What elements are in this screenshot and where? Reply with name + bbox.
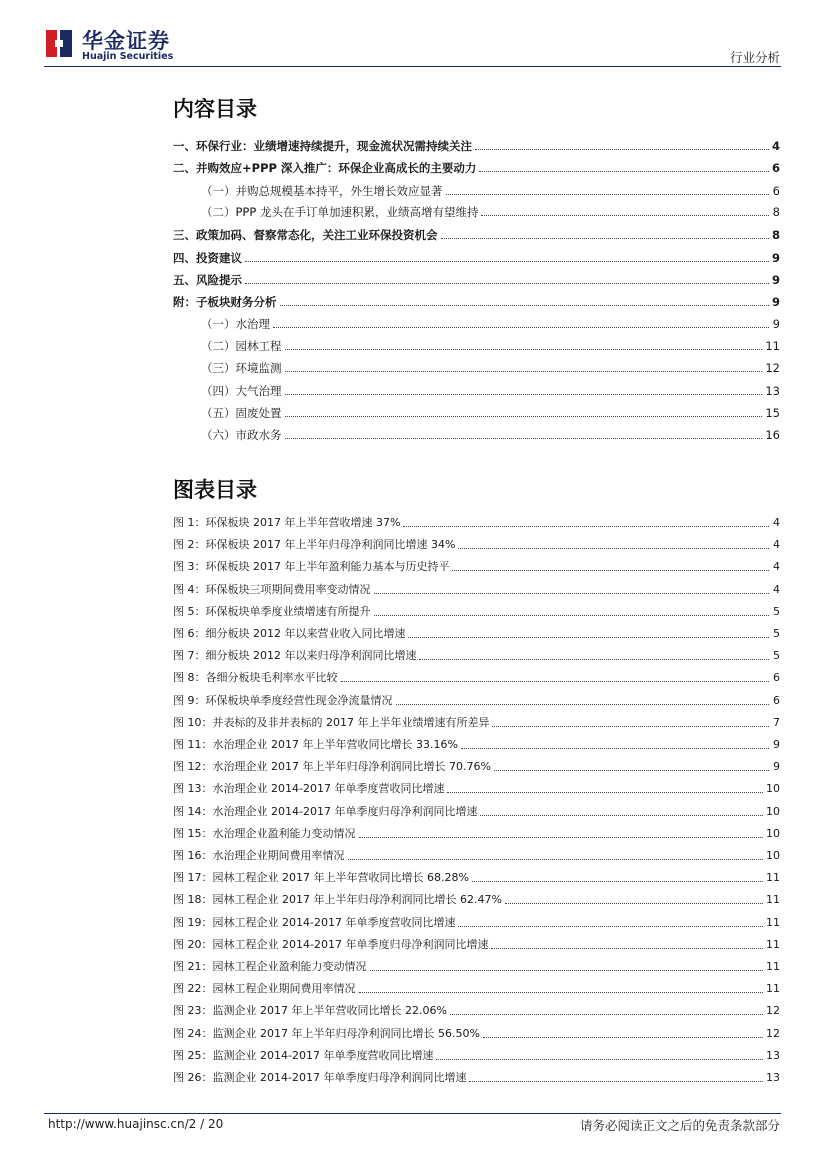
footer-disclaimer: 请务必阅读正文之后的免责条款部分 [579, 1118, 780, 1133]
figure-entry-label: 图 9：环保板块单季度经营性现金净流量情况 [173, 694, 393, 707]
toc-entry-label: 五、风险提示 [173, 273, 242, 287]
toc-entry[interactable] [173, 402, 780, 420]
figure-entry[interactable] [173, 867, 780, 885]
figure-entry-label: 图 14：水治理企业 2014-2017 年单季度归母净利润同比增速 [173, 805, 478, 818]
figure-entry[interactable] [173, 1000, 780, 1018]
figure-entry-page: 12 [766, 1027, 780, 1040]
dot-leader [285, 370, 763, 372]
toc-entry[interactable] [173, 135, 780, 153]
dot-leader [396, 703, 770, 705]
figure-entry-label: 图 10：并表标的及非并表标的 2017 年上半年业绩增速有所差异 [173, 716, 490, 729]
toc-entry-label: （二）PPP 龙头在手订单加速积累，业绩高增有望维持 [201, 205, 479, 219]
figure-entry-page: 11 [766, 893, 780, 906]
dot-leader [447, 791, 763, 793]
figure-entry[interactable] [173, 645, 780, 663]
figure-entry-page: 5 [773, 627, 780, 640]
figure-entry-label: 图 16：水治理企业期间费用率情况 [173, 849, 345, 862]
toc-entry[interactable] [173, 201, 780, 219]
dot-leader [479, 170, 769, 172]
dot-leader [403, 525, 769, 527]
dot-leader [374, 614, 770, 616]
brand-name-cn: 华金证券 [82, 29, 170, 53]
dot-leader [285, 348, 763, 350]
toc-entry[interactable] [173, 247, 780, 265]
dot-leader [285, 437, 763, 439]
figure-entry-page: 10 [766, 827, 780, 840]
dot-leader [348, 858, 764, 860]
toc-entry-page: 9 [771, 273, 780, 287]
dot-leader [452, 569, 769, 571]
figure-entry[interactable] [173, 912, 780, 930]
figure-entry[interactable] [173, 978, 780, 996]
dot-leader [245, 282, 769, 284]
figure-entry[interactable] [173, 845, 780, 863]
dot-leader [458, 547, 769, 549]
figure-entry-page: 11 [766, 938, 780, 951]
figure-entry-page: 11 [766, 871, 780, 884]
figure-entry-page: 10 [766, 849, 780, 862]
toc-entry[interactable] [173, 357, 780, 375]
dot-leader [483, 1036, 763, 1038]
figure-entry[interactable] [173, 756, 780, 774]
figure-entry-label: 图 6：细分板块 2012 年以来营业收入同比增速 [173, 627, 406, 640]
dot-leader [481, 214, 769, 216]
figure-entry-page: 10 [766, 782, 780, 795]
toc-entry-label: （三）环境监测 [201, 361, 282, 375]
figure-entry[interactable] [173, 778, 780, 796]
figure-entry-page: 4 [773, 516, 780, 529]
toc-entry-page: 12 [765, 361, 780, 375]
figure-entry-label: 图 15：水治理企业盈利能力变动情况 [173, 827, 356, 840]
figure-entry-page: 11 [766, 916, 780, 929]
toc-entry[interactable] [173, 224, 780, 242]
figure-entry-label: 图 5：环保板块单季度业绩增速有所提升 [173, 605, 371, 618]
dot-leader [285, 415, 763, 417]
toc-entry[interactable] [173, 335, 780, 353]
dot-leader [341, 680, 770, 682]
figure-entry-page: 13 [766, 1071, 780, 1084]
figure-entry-page: 6 [773, 694, 780, 707]
dot-leader [458, 925, 763, 927]
toc-entry[interactable] [173, 291, 780, 309]
figure-entry[interactable] [173, 579, 780, 597]
figure-entry[interactable] [173, 734, 780, 752]
figure-entry-page: 13 [766, 1049, 780, 1062]
dot-leader [359, 836, 764, 838]
dot-leader [436, 1058, 763, 1060]
toc-entry-label: （二）园林工程 [201, 339, 282, 353]
figure-entry[interactable] [173, 1067, 780, 1085]
dot-leader [450, 1013, 763, 1015]
figure-entry-page: 5 [773, 649, 780, 662]
figure-entry-label: 图 22：园林工程企业期间费用率情况 [173, 982, 356, 995]
figure-entry-page: 9 [773, 760, 780, 773]
dot-leader [374, 592, 770, 594]
figure-entry[interactable] [173, 623, 780, 641]
dot-leader [492, 725, 769, 727]
figure-entry-label: 图 11：水治理企业 2017 年上半年营收同比增长 33.16% [173, 738, 458, 751]
figure-entry[interactable] [173, 934, 780, 952]
toc-entry-page: 8 [772, 205, 780, 219]
toc-entry-page: 13 [765, 384, 780, 398]
figure-entry[interactable] [173, 1023, 780, 1041]
figure-entry[interactable] [173, 556, 780, 574]
figure-entry-label: 图 2：环保板块 2017 年上半年归母净利润同比增速 34% [173, 538, 456, 551]
figure-entry-page: 4 [773, 583, 780, 596]
toc-entry-label: （一）并购总规模基本持平，外生增长效应显著 [201, 184, 443, 198]
figure-entry-label: 图 3：环保板块 2017 年上半年盈利能力基本与历史持平 [173, 560, 450, 573]
figure-entry[interactable] [173, 601, 780, 619]
dot-leader [472, 880, 763, 882]
figure-entry-page: 11 [766, 982, 780, 995]
toc-entry-page: 8 [771, 228, 780, 242]
figure-entry[interactable] [173, 823, 780, 841]
figure-entry[interactable] [173, 1045, 780, 1063]
figure-entry-page: 5 [773, 605, 780, 618]
dot-leader [280, 304, 769, 306]
figure-entry-label: 图 4：环保板块三项期间费用率变动情况 [173, 583, 371, 596]
toc-entry-page: 16 [765, 428, 780, 442]
figure-entry-label: 图 24：监测企业 2017 年上半年归母净利润同比增长 56.50% [173, 1027, 480, 1040]
dot-leader [245, 260, 769, 262]
dot-leader [419, 658, 769, 660]
figure-entry-label: 图 21：园林工程企业盈利能力变动情况 [173, 960, 367, 973]
brand-name-en: Huajin Securities [82, 51, 174, 62]
toc-entry-label: 三、政策加码、督察常态化，关注工业环保投资机会 [173, 228, 438, 242]
dot-leader [370, 969, 764, 971]
figure-entry-label: 图 17：园林工程企业 2017 年上半年营收同比增长 68.28% [173, 871, 469, 884]
toc-entry-page: 9 [771, 295, 780, 309]
toc-entry-label: （六）市政水务 [201, 428, 282, 442]
toc-entry-label: 一、环保行业：业绩增速持续提升，现金流状况需持续关注 [173, 139, 472, 153]
toc-entry-label: 二、并购效应+PPP 深入推广：环保企业高成长的主要动力 [173, 161, 477, 175]
figure-entry-label: 图 26：监测企业 2014-2017 年单季度归母净利润同比增速 [173, 1071, 467, 1084]
footer-divider [44, 1113, 781, 1114]
toc-entry[interactable] [173, 313, 780, 331]
toc-title: 内容目录 [173, 97, 257, 121]
figure-entry-label: 图 1：环保板块 2017 年上半年营收增速 37% [173, 516, 401, 529]
huajin-logo-icon [44, 27, 74, 60]
figure-entry-label: 图 13：水治理企业 2014-2017 年单季度营收同比增速 [173, 782, 445, 795]
toc-entry-page: 4 [771, 139, 780, 153]
figure-entry-page: 4 [773, 560, 780, 573]
figure-entry-label: 图 20：园林工程企业 2014-2017 年单季度归母净利润同比增速 [173, 938, 489, 951]
figure-list-title: 图表目录 [173, 478, 257, 502]
figure-entry[interactable] [173, 712, 780, 730]
figure-entry-page: 4 [773, 538, 780, 551]
dot-leader [359, 991, 764, 993]
figure-entry-label: 图 25：监测企业 2014-2017 年单季度营收同比增速 [173, 1049, 434, 1062]
toc-entry-page: 9 [772, 317, 780, 331]
dot-leader [441, 237, 769, 239]
toc-entry[interactable] [173, 180, 780, 198]
toc-entry-page: 9 [771, 251, 780, 265]
dot-leader [480, 814, 763, 816]
figure-entry-label: 图 12：水治理企业 2017 年上半年归母净利润同比增长 70.76% [173, 760, 491, 773]
figure-entry[interactable] [173, 667, 780, 685]
dot-leader [505, 902, 763, 904]
toc-entry[interactable] [173, 424, 780, 442]
page-header [44, 27, 780, 67]
toc-entry[interactable] [173, 157, 780, 175]
toc-entry-page: 11 [765, 339, 780, 353]
figure-entry[interactable] [173, 801, 780, 819]
toc-entry[interactable] [173, 380, 780, 398]
toc-entry-label: 附：子板块财务分析 [173, 295, 277, 309]
dot-leader [408, 636, 769, 638]
figure-entry-page: 11 [766, 960, 780, 973]
dot-leader [273, 326, 769, 328]
toc-entry-label: （一）水治理 [201, 317, 270, 331]
toc-entry-label: 四、投资建议 [173, 251, 242, 265]
figure-entry-page: 6 [773, 671, 780, 684]
dot-leader [494, 769, 769, 771]
header-divider [44, 66, 781, 67]
dot-leader [491, 947, 763, 949]
figure-entry[interactable] [173, 534, 780, 552]
dot-leader [461, 747, 769, 749]
figure-entry-label: 图 23：监测企业 2017 年上半年营收同比增长 22.06% [173, 1004, 447, 1017]
document-type: 行业分析 [729, 50, 780, 65]
dot-leader [446, 193, 770, 195]
toc-entry[interactable] [173, 269, 780, 287]
figure-entry-page: 12 [766, 1004, 780, 1017]
figure-entry-label: 图 18：园林工程企业 2017 年上半年归母净利润同比增长 62.47% [173, 893, 502, 906]
figure-entry-label: 图 8：各细分板块毛利率水平比较 [173, 671, 338, 684]
toc-entry-page: 15 [765, 406, 780, 420]
dot-leader [475, 148, 769, 150]
toc-entry-label: （四）大气治理 [201, 384, 282, 398]
dot-leader [469, 1080, 763, 1082]
figure-entry-page: 10 [766, 805, 780, 818]
figure-entry[interactable] [173, 956, 780, 974]
toc-entry-page: 6 [771, 161, 780, 175]
figure-entry[interactable] [173, 690, 780, 708]
footer-url-page[interactable]: http://www.huajinsc.cn/2 / 20 [48, 1117, 224, 1131]
dot-leader [285, 393, 763, 395]
toc-entry-label: （五）固废处置 [201, 406, 282, 420]
toc-entry-page: 6 [772, 184, 780, 198]
figure-entry-page: 7 [773, 716, 780, 729]
figure-entry[interactable] [173, 512, 780, 530]
figure-entry[interactable] [173, 889, 780, 907]
figure-entry-label: 图 7：细分板块 2012 年以来归母净利润同比增速 [173, 649, 417, 662]
figure-entry-page: 9 [773, 738, 780, 751]
figure-entry-label: 图 19：园林工程企业 2014-2017 年单季度营收同比增速 [173, 916, 456, 929]
